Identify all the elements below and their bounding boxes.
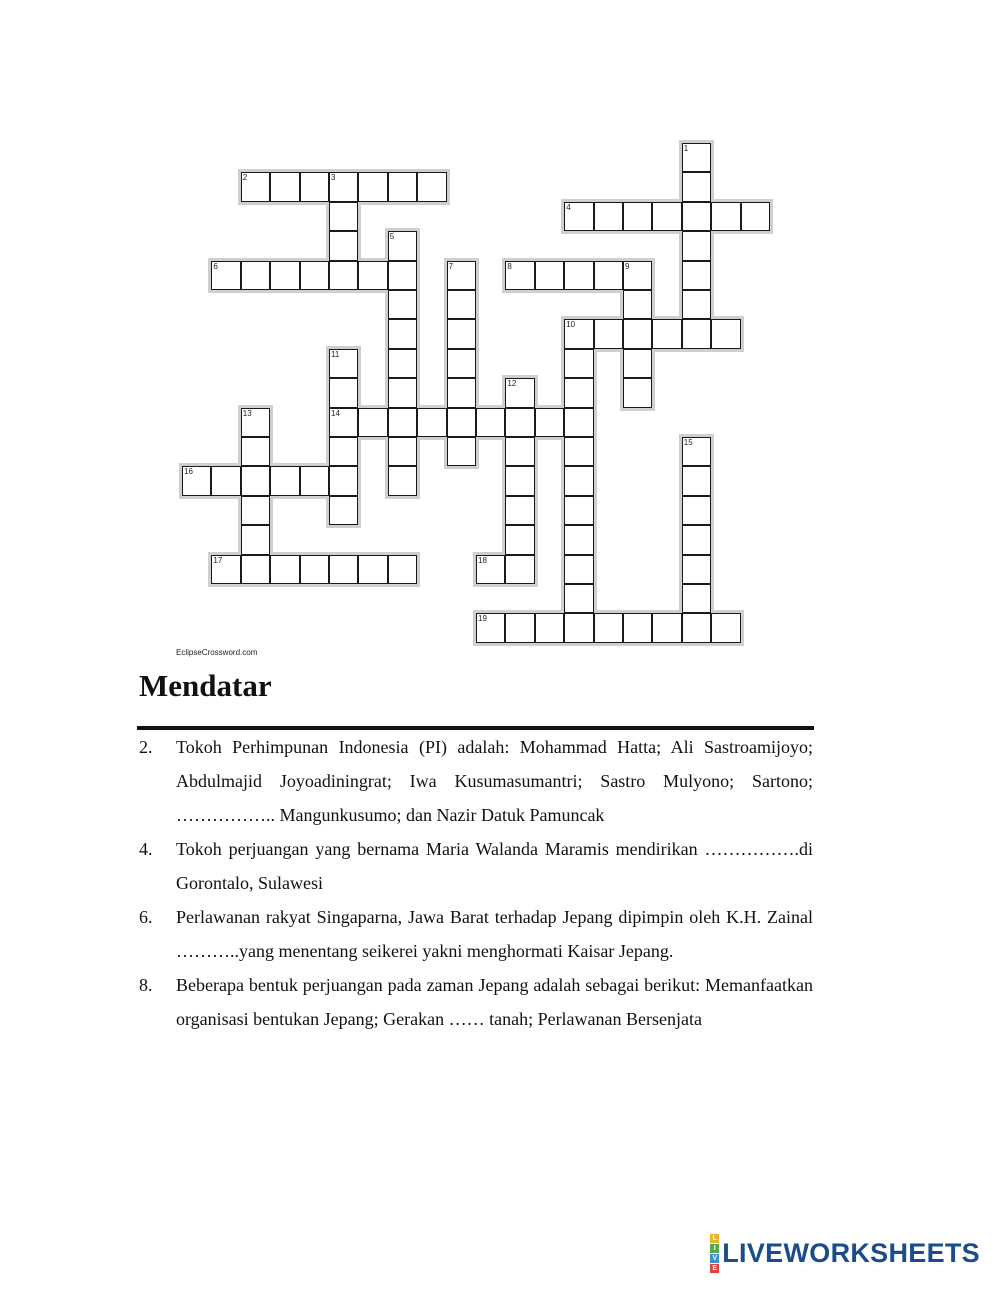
crossword-cell[interactable] <box>564 349 593 378</box>
cell-number: 14 <box>331 408 340 418</box>
crossword-cell[interactable] <box>388 378 417 407</box>
crossword-cell[interactable] <box>682 202 711 231</box>
clue-item <box>139 832 813 900</box>
crossword-cell[interactable] <box>388 408 417 437</box>
crossword-cell[interactable] <box>417 408 446 437</box>
crossword-cell[interactable] <box>300 261 329 290</box>
crossword-cell[interactable] <box>564 202 593 231</box>
crossword-cell[interactable] <box>476 613 505 642</box>
logo-letter: E <box>710 1264 719 1273</box>
crossword-cell[interactable] <box>682 525 711 554</box>
crossword-cell[interactable] <box>505 555 534 584</box>
crossword-cell[interactable] <box>652 613 681 642</box>
clue-text: Tokoh perjuangan yang bernama Maria Walanda Maramis mendirikan …………….di Gorontalo, Sulawesi <box>176 839 813 893</box>
section-heading: Mendatar <box>139 668 272 703</box>
crossword-cell[interactable] <box>388 555 417 584</box>
crossword-cell[interactable] <box>358 408 387 437</box>
crossword-cell[interactable] <box>652 319 681 348</box>
crossword-cell[interactable] <box>358 555 387 584</box>
crossword-cell[interactable] <box>564 555 593 584</box>
crossword-cell[interactable] <box>564 378 593 407</box>
crossword-cell[interactable] <box>388 172 417 201</box>
crossword-cell[interactable] <box>711 613 740 642</box>
crossword-cell[interactable] <box>447 290 476 319</box>
crossword-cell[interactable] <box>300 466 329 495</box>
cell-number: 16 <box>184 467 193 477</box>
crossword-cell[interactable] <box>241 555 270 584</box>
crossword-cell[interactable] <box>358 261 387 290</box>
cell-number: 15 <box>683 438 693 447</box>
crossword-cell[interactable] <box>447 437 476 466</box>
cell-number: 8 <box>507 261 512 271</box>
crossword-cell[interactable] <box>623 613 652 642</box>
crossword-cell[interactable] <box>211 466 240 495</box>
crossword-cell[interactable] <box>682 319 711 348</box>
cell-number: 3 <box>331 173 336 183</box>
clue-number: 4. <box>139 839 153 859</box>
crossword-cell[interactable] <box>682 290 711 319</box>
crossword-cell[interactable] <box>329 466 358 495</box>
crossword-cell[interactable] <box>211 555 240 584</box>
crossword-cell[interactable] <box>476 408 505 437</box>
crossword-cell[interactable] <box>594 613 623 642</box>
crossword-cell[interactable] <box>270 555 299 584</box>
crossword-cell[interactable] <box>388 290 417 319</box>
crossword-cell[interactable] <box>564 584 593 613</box>
crossword-cell[interactable] <box>535 613 564 642</box>
crossword-cell[interactable] <box>623 378 652 407</box>
crossword-cell[interactable] <box>652 202 681 231</box>
crossword-cell[interactable] <box>270 172 299 201</box>
cell-number: 7 <box>448 261 454 271</box>
crossword-cell[interactable] <box>388 349 417 378</box>
crossword-cell[interactable] <box>388 437 417 466</box>
crossword-cell[interactable] <box>329 261 358 290</box>
crossword-cell[interactable] <box>241 408 270 437</box>
crossword-cell[interactable] <box>329 202 358 231</box>
crossword-cell[interactable] <box>241 466 270 495</box>
crossword-cell[interactable] <box>623 261 652 290</box>
logo-letter: L <box>710 1234 719 1243</box>
cell-number: 10 <box>566 320 576 330</box>
crossword-cell[interactable] <box>741 202 770 231</box>
cell-number: 17 <box>213 555 223 565</box>
crossword-cell[interactable] <box>682 172 711 201</box>
crossword-cell[interactable] <box>564 319 593 348</box>
crossword-cell[interactable] <box>329 349 358 378</box>
crossword-cell[interactable] <box>447 261 476 290</box>
crossword-cell[interactable] <box>388 466 417 495</box>
cell-number: 13 <box>242 408 252 418</box>
cell-number: 6 <box>213 261 218 271</box>
crossword-cell[interactable] <box>564 437 593 466</box>
crossword-cell[interactable] <box>682 231 711 260</box>
crossword-cell[interactable] <box>329 231 358 260</box>
crossword-cell[interactable] <box>564 525 593 554</box>
clue-text: Tokoh Perhimpunan Indonesia (PI) adalah: Mohammad Hatta; Ali Sastroamijoyo; Abdulmajid Joyoadiningrat; Iwa Kusumasumantri; Sastro Mulyono; Sartono; …………….. Mangunkusumo; dan Nazir Datuk Pamuncak <box>176 737 813 825</box>
crossword-cell[interactable] <box>182 466 211 495</box>
crossword-cell[interactable] <box>535 261 564 290</box>
crossword-cell[interactable] <box>682 261 711 290</box>
brand-logo-icon <box>710 1233 719 1273</box>
clue-number: 2. <box>139 737 153 757</box>
clue-item <box>139 730 813 832</box>
crossword-cell[interactable] <box>623 349 652 378</box>
crossword-cell[interactable] <box>417 172 446 201</box>
crossword-cell[interactable] <box>329 437 358 466</box>
crossword-cell[interactable] <box>594 261 623 290</box>
cell-number: 4 <box>566 202 571 212</box>
crossword-cell[interactable] <box>329 555 358 584</box>
brand-name: LIVEWORKSHEETS <box>722 1237 980 1268</box>
crossword-cell[interactable] <box>447 319 476 348</box>
crossword-cell[interactable] <box>564 466 593 495</box>
cell-number: 1 <box>683 144 689 153</box>
crossword-cell[interactable] <box>505 378 534 407</box>
cell-number: 12 <box>507 379 517 389</box>
crossword-cell[interactable] <box>211 261 240 290</box>
clue-item <box>139 968 813 1036</box>
crossword-cell[interactable] <box>564 496 593 525</box>
crossword-cell[interactable] <box>682 613 711 642</box>
crossword-cell[interactable] <box>241 525 270 554</box>
crossword-cell[interactable] <box>505 466 534 495</box>
logo-letter: V <box>710 1254 719 1263</box>
crossword-cell[interactable] <box>358 172 387 201</box>
crossword-cell[interactable] <box>241 261 270 290</box>
crossword-cell[interactable] <box>564 408 593 437</box>
crossword-cell[interactable] <box>623 290 652 319</box>
crossword-cell[interactable] <box>505 496 534 525</box>
crossword-cell[interactable] <box>447 349 476 378</box>
crossword-cell[interactable] <box>623 319 652 348</box>
crossword-cell[interactable] <box>241 437 270 466</box>
crossword-cell[interactable] <box>535 408 564 437</box>
clue-number: 8. <box>139 975 153 995</box>
crossword-cell[interactable] <box>329 172 358 201</box>
crossword-cell[interactable] <box>388 319 417 348</box>
crossword-cell[interactable] <box>241 172 270 201</box>
crossword-cell[interactable] <box>300 172 329 201</box>
crossword-cell[interactable] <box>476 555 505 584</box>
crossword-cell[interactable] <box>329 408 358 437</box>
crossword-cell[interactable] <box>300 555 329 584</box>
crossword-cell[interactable] <box>564 613 593 642</box>
crossword-cell[interactable] <box>711 319 740 348</box>
clue-number: 6. <box>139 907 153 927</box>
cell-number: 9 <box>625 261 630 271</box>
crossword-cell[interactable] <box>623 202 652 231</box>
crossword-cell[interactable] <box>682 466 711 495</box>
logo-letter: I <box>710 1244 719 1253</box>
crossword-cell[interactable] <box>594 319 623 348</box>
crossword-cell[interactable] <box>505 613 534 642</box>
crossword-cell[interactable] <box>682 584 711 613</box>
crossword-cell[interactable] <box>270 261 299 290</box>
crossword-cell[interactable] <box>682 437 711 466</box>
crossword-cell[interactable] <box>388 261 417 290</box>
clue-text: Perlawanan rakyat Singaparna, Jawa Barat terhadap Jepang dipimpin oleh K.H. Zainal ………..yang menentang seikerei yakni menghormati Kaisar Jepang. <box>176 907 813 961</box>
crossword-cell[interactable] <box>447 408 476 437</box>
clue-item <box>139 900 813 968</box>
crossword-cell[interactable] <box>270 466 299 495</box>
crossword-cell[interactable] <box>505 525 534 554</box>
crossword-cell[interactable] <box>594 202 623 231</box>
crossword-cell[interactable] <box>682 496 711 525</box>
crossword-cell[interactable] <box>505 437 534 466</box>
liveworksheets-brand <box>710 1233 980 1273</box>
crossword-cell[interactable] <box>682 555 711 584</box>
crossword-cell[interactable] <box>505 408 534 437</box>
clue-list <box>139 730 813 1036</box>
crossword-cell[interactable] <box>329 378 358 407</box>
crossword-cell[interactable] <box>564 261 593 290</box>
cell-number: 11 <box>331 349 340 359</box>
crossword-cell[interactable] <box>711 202 740 231</box>
crossword-cell[interactable] <box>505 261 534 290</box>
cell-number: 2 <box>242 173 248 183</box>
crossword-cell[interactable] <box>388 231 417 260</box>
crossword-credit: EclipseCrossword.com <box>176 648 258 657</box>
crossword-cell[interactable] <box>241 496 270 525</box>
crossword-cell[interactable] <box>447 378 476 407</box>
crossword-cell[interactable] <box>329 496 358 525</box>
cell-number: 18 <box>478 555 487 565</box>
clue-text: Beberapa bentuk perjuangan pada zaman Jepang adalah sebagai berikut: Memanfaatkan organisasi bentukan Jepang; Gerakan …… tanah; Perlawanan Bersenjata <box>176 975 813 1029</box>
crossword-cell[interactable] <box>682 143 711 172</box>
cell-number: 5 <box>389 232 395 242</box>
cell-number: 19 <box>478 614 487 624</box>
